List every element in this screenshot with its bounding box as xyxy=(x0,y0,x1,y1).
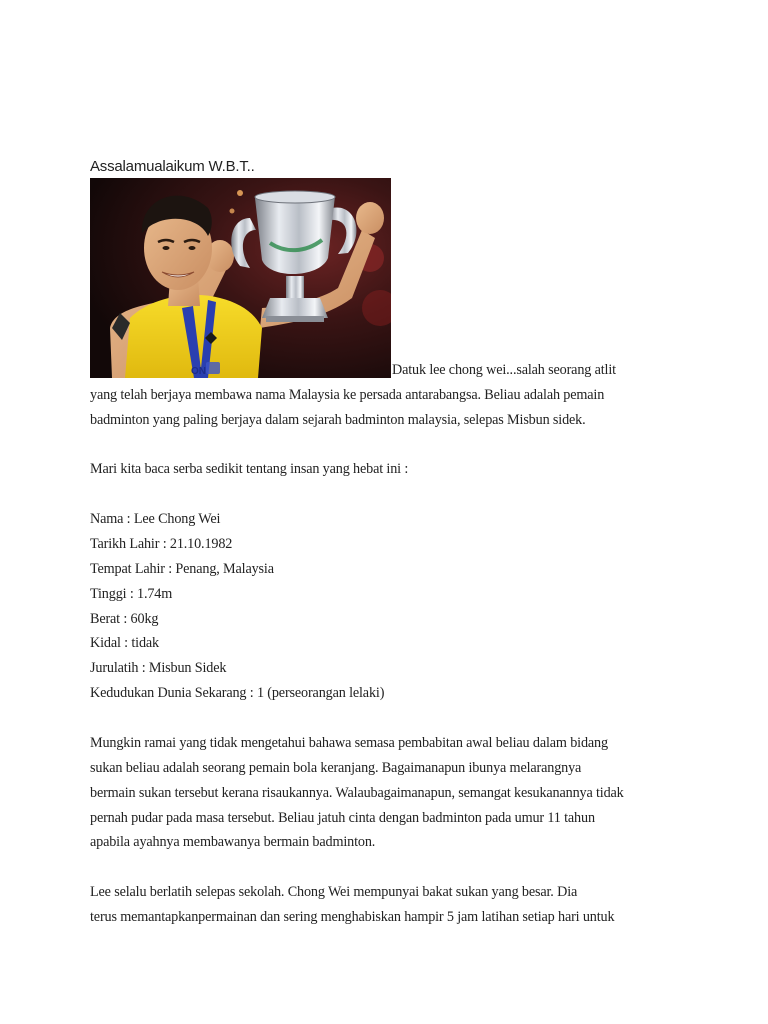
profile-weight: Berat : 60kg xyxy=(90,611,159,627)
profile-height: Tinggi : 1.74m xyxy=(90,586,173,602)
paragraph-2-line: terus memantapkanpermainan dan sering menghabiskan hampir 5 jam latihan setiap hari untuk xyxy=(90,909,615,925)
intro-line-1: Datuk lee chong wei...salah seorang atlit xyxy=(392,362,616,378)
paragraph-1-line: apabila ayahnya membawanya bermain badminton. xyxy=(90,834,376,850)
intro-line-3: badminton yang paling berjaya dalam sejarah badminton malaysia, selepas Misbun sidek. xyxy=(90,412,586,428)
profile-birthdate: Tarikh Lahir : 21.10.1982 xyxy=(90,536,233,552)
profile-name: Nama : Lee Chong Wei xyxy=(90,511,221,527)
profile-coach: Jurulatih : Misbun Sidek xyxy=(90,660,227,676)
intro-line-2: yang telah berjaya membawa nama Malaysia ke persada antarabangsa. Beliau adalah pemain xyxy=(90,387,605,403)
profile-birthplace: Tempat Lahir : Penang, Malaysia xyxy=(90,561,274,577)
trophy-photo-illustration xyxy=(90,178,391,378)
paragraph-1-line: sukan beliau adalah seorang pemain bola keranjang. Bagaimanapun ibunya melarangnya xyxy=(90,760,582,776)
trophy-photo xyxy=(90,178,391,378)
paragraph-1-line: pernah pudar pada masa tersebut. Beliau jatuh cinta dengan badminton pada umur 11 tahun xyxy=(90,810,595,826)
paragraph-1-line: Mungkin ramai yang tidak mengetahui bahawa semasa pembabitan awal beliau dalam bidang xyxy=(90,735,608,751)
greeting-text: Assalamualaikum W.B.T.. xyxy=(90,158,255,175)
paragraph-1-line: bermain sukan tersebut kerana risaukannya. Walaubagaimanapun, semangat kesukanannya tidak xyxy=(90,785,624,801)
lead-text: Mari kita baca serba sedikit tentang insan yang hebat ini : xyxy=(90,461,409,477)
paragraph-2-line: Lee selalu berlatih selepas sekolah. Chong Wei mempunyai bakat sukan yang besar. Dia xyxy=(90,884,578,900)
profile-left-handed: Kidal : tidak xyxy=(90,635,159,651)
jersey-text: ON xyxy=(191,366,206,377)
profile-world-ranking: Kedudukan Dunia Sekarang : 1 (perseorangan lelaki) xyxy=(90,685,385,701)
